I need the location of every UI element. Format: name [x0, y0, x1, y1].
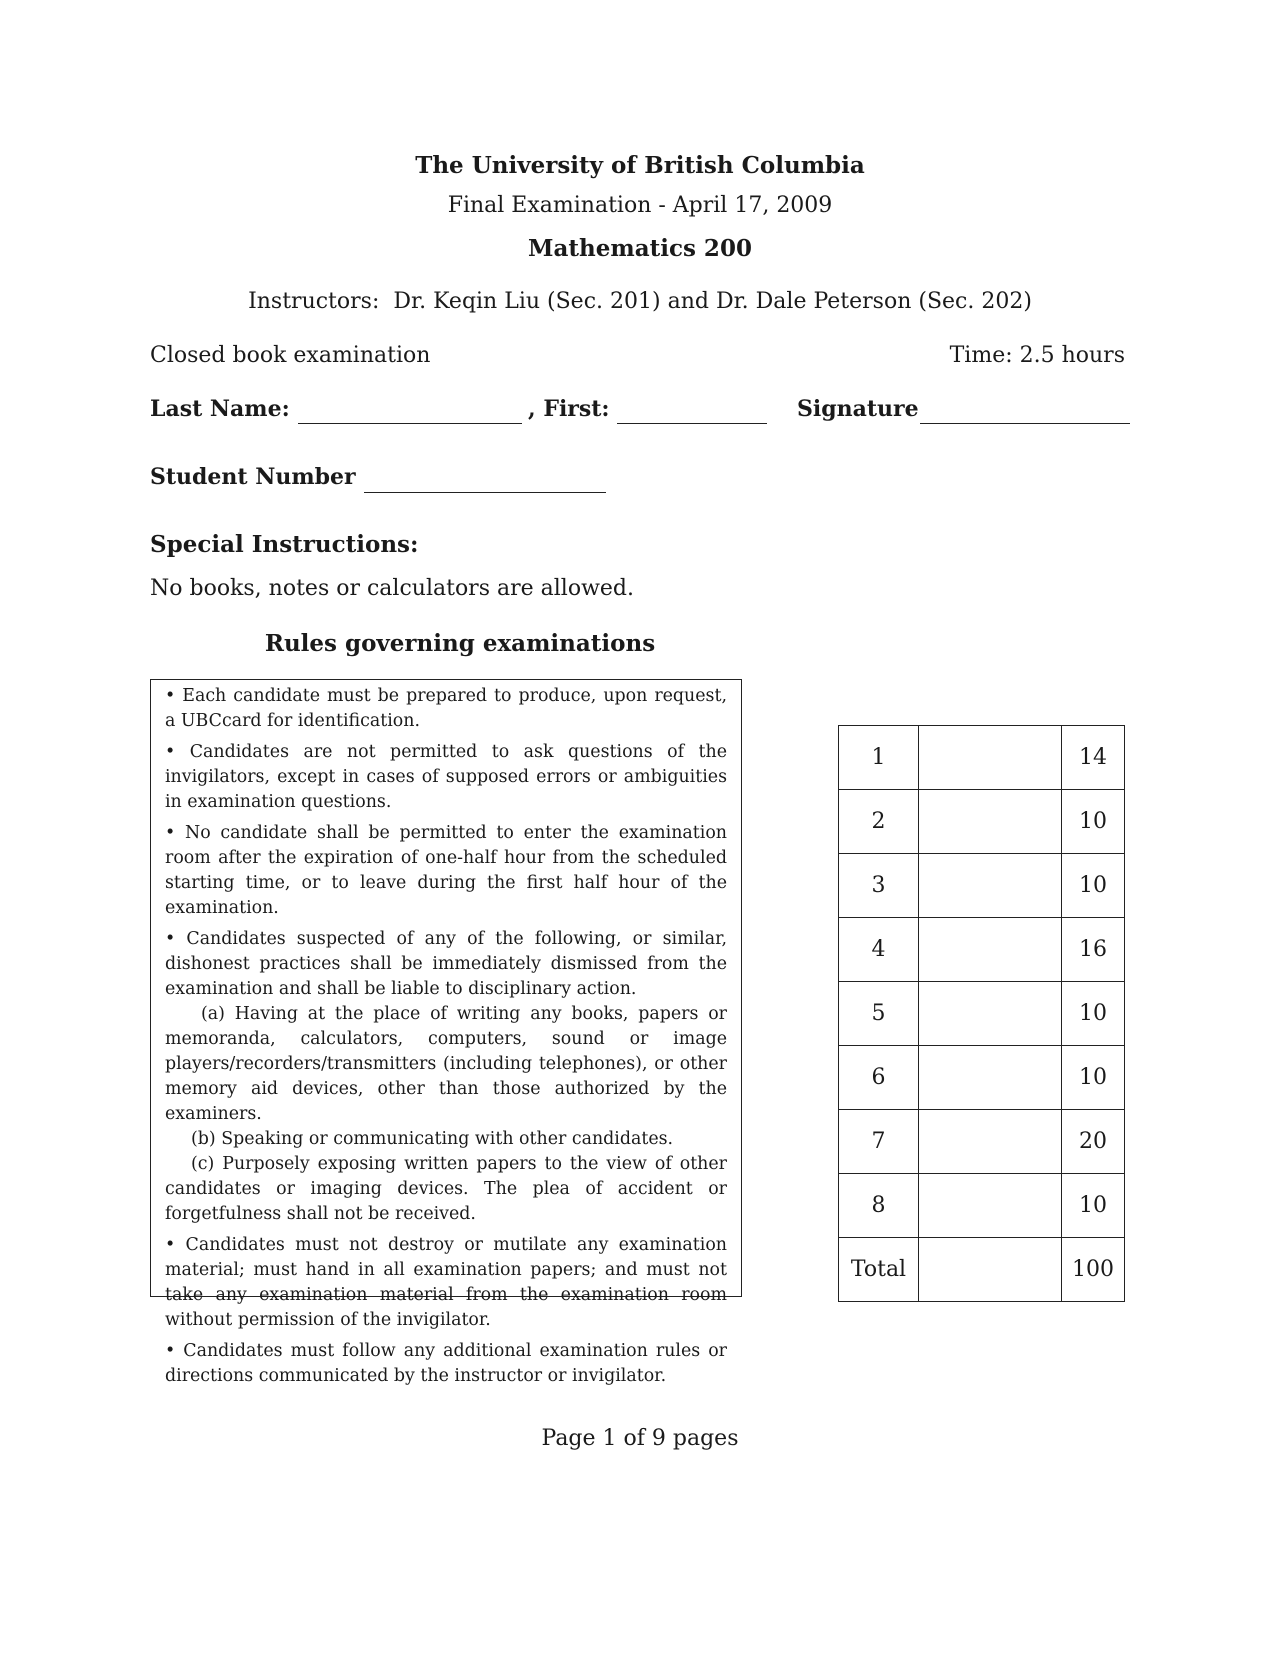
student-number-label: Student Number [150, 464, 356, 490]
question-number: 7 [839, 1110, 919, 1174]
question-number: 1 [839, 726, 919, 790]
score-entry-cell[interactable] [919, 982, 1062, 1046]
table-row [839, 1174, 1125, 1238]
question-number: 8 [839, 1174, 919, 1238]
table-row [839, 982, 1125, 1046]
table-row [839, 918, 1125, 982]
last-name-label: Last Name: [150, 396, 290, 422]
exam-date: Final Examination - April 17, 2009 [447, 193, 833, 218]
total-score-cell[interactable] [919, 1238, 1062, 1302]
question-points: 20 [1062, 1110, 1125, 1174]
score-entry-cell[interactable] [919, 1174, 1062, 1238]
question-points: 14 [1062, 726, 1125, 790]
table-row [839, 854, 1125, 918]
rule-sub-item: (c) Purposely exposing written papers to the view of other candidates or imaging devices. The plea of accident or forgetfulness shall not be received. [165, 1154, 727, 1224]
rule-item: • Each candidate must be prepared to produce, upon request, a UBCcard for identification. [165, 686, 727, 731]
table-row [839, 790, 1125, 854]
score-entry-cell[interactable] [919, 790, 1062, 854]
question-points: 10 [1062, 790, 1125, 854]
instructors-line: Instructors: Dr. Keqin Liu (Sec. 201) and Dr. Dale Peterson (Sec. 202) [248, 289, 1032, 314]
rules-heading: Rules governing examinations [264, 630, 656, 657]
total-points: 100 [1062, 1238, 1125, 1302]
signature-field[interactable] [920, 423, 1130, 424]
question-points: 10 [1062, 1046, 1125, 1110]
university-title: The University of British Columbia [415, 152, 865, 179]
rule-sub-item: (b) Speaking or communicating with other candidates. [191, 1129, 674, 1149]
score-entry-cell[interactable] [919, 1046, 1062, 1110]
table-row [839, 1110, 1125, 1174]
question-points: 10 [1062, 982, 1125, 1046]
first-name-field[interactable] [617, 423, 767, 424]
question-number: 4 [839, 918, 919, 982]
score-entry-cell[interactable] [919, 726, 1062, 790]
time-limit: Time: 2.5 hours [949, 343, 1125, 368]
rule-sub-item: (a) Having at the place of writing any books, papers or memoranda, calculators, computers, sound or image players/recorders/transmitters (including telephones), or other memory aid devices, other than those authorized by the examiners. [165, 1004, 727, 1124]
total-label: Total [839, 1238, 919, 1302]
special-instructions-heading: Special Instructions: [150, 531, 419, 558]
question-points: 16 [1062, 918, 1125, 982]
question-points: 10 [1062, 854, 1125, 918]
question-number: 3 [839, 854, 919, 918]
question-points: 10 [1062, 1174, 1125, 1238]
table-row [839, 1238, 1125, 1302]
question-number: 5 [839, 982, 919, 1046]
first-name-label: , First: [528, 396, 610, 422]
closed-book-note: Closed book examination [150, 343, 431, 368]
last-name-field[interactable] [298, 423, 522, 424]
rule-item: • Candidates are not permitted to ask questions of the invigilators, except in cases of supposed errors or ambiguities in examination questions. [165, 742, 727, 812]
signature-label: Signature [797, 396, 919, 422]
rule-item: • Candidates must not destroy or mutilate any examination material; must hand in all examination papers; and must not take any examination material from the examination room without permission of the invigilator. [165, 1235, 727, 1330]
question-number: 6 [839, 1046, 919, 1110]
rule-item: • Candidates must follow any additional examination rules or directions communicated by the instructor or invigilator. [165, 1341, 727, 1386]
student-number-field[interactable] [364, 492, 606, 493]
course-title: Mathematics 200 [528, 235, 752, 262]
rules-box [150, 679, 742, 1386]
page-number: Page 1 of 9 pages [541, 1426, 739, 1451]
score-entry-cell[interactable] [919, 918, 1062, 982]
question-number: 2 [839, 790, 919, 854]
rule-item: • Candidates suspected of any of the following, or similar, dishonest practices shall be immediately dismissed from the examination and shall be liable to disciplinary action. [165, 929, 727, 999]
score-entry-cell[interactable] [919, 1110, 1062, 1174]
table-row [839, 726, 1125, 790]
score-table [838, 725, 1125, 1302]
table-row [839, 1046, 1125, 1110]
special-instructions-text: No books, notes or calculators are allowed. [150, 576, 634, 601]
rule-item: • No candidate shall be permitted to enter the examination room after the expiration of one-half hour from the scheduled starting time, or to leave during the first half hour of the examination. [165, 823, 727, 918]
score-entry-cell[interactable] [919, 854, 1062, 918]
